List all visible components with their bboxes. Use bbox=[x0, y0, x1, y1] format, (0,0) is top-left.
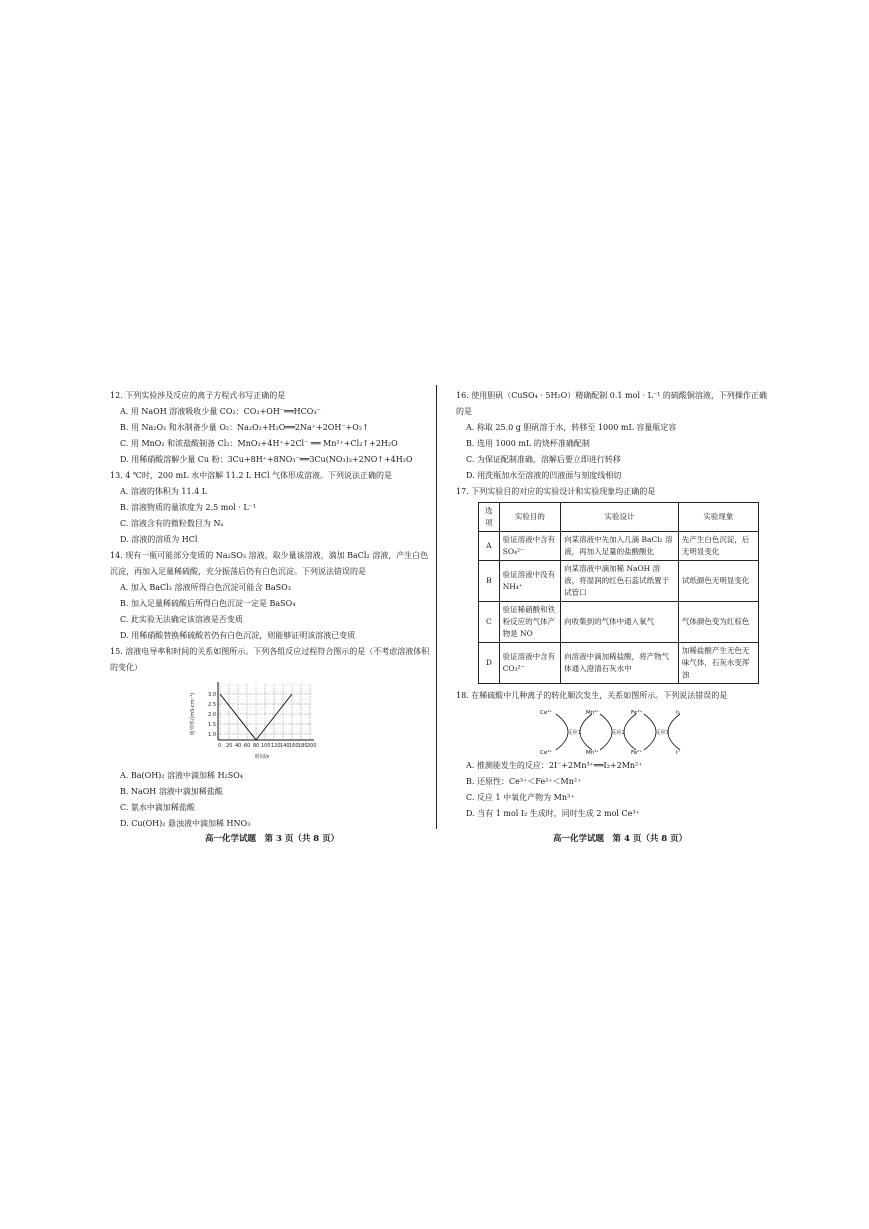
reaction-label: 反应2 bbox=[610, 730, 626, 736]
q13-option-d: D. 溶液的溶质为 HCl bbox=[120, 535, 198, 544]
graph-grid bbox=[218, 684, 312, 740]
table-header: 实验目的 bbox=[499, 503, 560, 532]
graph-xtick: 180 bbox=[298, 743, 308, 749]
ion-label: Mn³⁺ bbox=[586, 750, 600, 756]
q13-option-b: B. 溶液物质的量浓度为 2.5 mol · L⁻¹ bbox=[120, 503, 257, 512]
ion-label: Fe³⁺ bbox=[631, 710, 643, 716]
q16-option-a: A. 称取 25.0 g 胆矾溶于水，转移至 1000 mL 容量瓶定容 bbox=[466, 423, 677, 432]
graph-xtick: 120 bbox=[271, 743, 281, 749]
table-cell: B bbox=[479, 561, 500, 602]
graph-ylabel: 电导率/(mS·cm⁻¹) bbox=[190, 692, 196, 736]
graph-ytick: 1.0 bbox=[208, 732, 216, 738]
q15-option-b: B. NaOH 溶液中滴加稀盐酸 bbox=[120, 787, 223, 796]
q12-option-c: C. 用 MnO₂ 和浓盐酸制备 Cl₂：MnO₂+4H⁺+2Cl⁻ ══ Mn²⁺+Cl₂↑+2H₂O bbox=[120, 439, 398, 448]
graph-xlabel: 时间/s bbox=[254, 754, 270, 760]
graph-xtick: 20 bbox=[226, 743, 233, 749]
table-cell: 验证稀硝酸和铁粉反应的气体产物是 NO bbox=[499, 602, 560, 643]
left-page bbox=[110, 388, 430, 832]
q14-option-d: D. 用稀硝酸替换稀硫酸若仍有白色沉淀，则能够证明该溶液已变质 bbox=[120, 631, 356, 640]
graph-ytick: 2.0 bbox=[208, 712, 216, 718]
q15-option-d: D. Cu(OH)₂ 悬浊液中滴加稀 HNO₃ bbox=[120, 819, 251, 828]
graph-xtick: 60 bbox=[244, 743, 251, 749]
q13-option-a: A. 溶液的体积为 11.4 L bbox=[120, 487, 208, 496]
table-header: 实验设计 bbox=[561, 503, 679, 532]
table-cell: 向收集到的气体中通入氧气 bbox=[561, 602, 679, 643]
q14-option-b: B. 加入足量稀硫酸后所得白色沉淀一定是 BaSO₄ bbox=[120, 599, 296, 608]
table-cell: A bbox=[479, 532, 500, 561]
q13-stem: 13. 4 ℃时，200 mL 水中溶解 11.2 L HCl 气体形成溶液。下列说法正确的是 bbox=[110, 471, 393, 480]
table-header: 选项 bbox=[479, 503, 500, 532]
graph-ytick: 2.5 bbox=[208, 702, 216, 708]
q16-option-c: C. 为保证配制准确，溶解后要立即进行转移 bbox=[466, 455, 621, 464]
reaction-label: 反应1 bbox=[566, 730, 582, 736]
page-footer-right: 高一化学试题 第 4 页（共 8 页） bbox=[553, 834, 688, 844]
page-divider bbox=[436, 385, 437, 829]
q12-stem: 12. 下列实验涉及反应的离子方程式书写正确的是 bbox=[110, 391, 286, 400]
q12-option-b: B. 用 Na₂O₂ 和水制备少量 O₂：Na₂O₂+H₂O══2Na⁺+2OH⁻+O₂↑ bbox=[120, 423, 369, 432]
q16-option-d: D. 用洗瓶加水至溶液的凹液面与刻度线相切 bbox=[466, 471, 622, 480]
table-cell: 加稀盐酸产生无色无味气体，石灰水变浑浊 bbox=[678, 643, 758, 684]
q14-stem: 14. 现有一瓶可能部分变质的 Na₂SO₃ 溶液。取少量该溶液，滴加 BaCl₂ 溶液，产生白色沉淀，再加入足量稀硫酸，充分振荡后仍有白色沉淀。下列说法错误的是 bbox=[110, 551, 429, 576]
graph-ytick: 3.0 bbox=[208, 692, 216, 698]
graph-xtick: 80 bbox=[253, 743, 260, 749]
conductivity-graph bbox=[188, 680, 318, 764]
q15-stem: 15. 溶液电导率和时间的关系如图所示。下列各组反应过程符合图示的是（不考虑溶液体积的变化） bbox=[110, 647, 430, 672]
graph-xtick: 160 bbox=[289, 743, 299, 749]
table-cell: 验证溶液中没有 NH₄⁺ bbox=[499, 561, 560, 602]
ion-label: I⁻ bbox=[676, 750, 681, 756]
table-row bbox=[479, 643, 759, 684]
table-cell: 气体颜色变为红棕色 bbox=[678, 602, 758, 643]
q15-option-c: C. 氨水中滴加稀盐酸 bbox=[120, 803, 195, 812]
q16-stem: 16. 使用胆矾（CuSO₄ · 5H₂O）精确配制 0.1 mol · L⁻¹ 的硫酸铜溶液，下列操作正确的是 bbox=[456, 391, 767, 416]
table-cell: D bbox=[479, 643, 500, 684]
table-row bbox=[479, 561, 759, 602]
table-cell: 向溶液中滴加稀盐酸，将产物气体通入澄清石灰水中 bbox=[561, 643, 679, 684]
page-footer-left: 高一化学试题 第 3 页（共 8 页） bbox=[205, 834, 340, 844]
table-header-row bbox=[479, 503, 759, 532]
right-page bbox=[456, 388, 768, 822]
ion-label: Fe²⁺ bbox=[631, 750, 643, 756]
ion-label: Ce³⁺ bbox=[540, 750, 553, 756]
table-cell: 试纸颜色无明显变化 bbox=[678, 561, 758, 602]
experiment-table bbox=[478, 502, 759, 684]
ion-label: Ce⁴⁺ bbox=[540, 710, 553, 716]
table-cell: C bbox=[479, 602, 500, 643]
q12-option-a: A. 用 NaOH 溶液吸收少量 CO₂：CO₂+OH⁻══HCO₃⁻ bbox=[120, 407, 321, 416]
graph-axes bbox=[218, 682, 314, 740]
q18-option-c: C. 反应 1 中氧化产物为 Mn³⁺ bbox=[466, 793, 575, 802]
graph-xtick: 0 bbox=[218, 743, 222, 749]
q18-option-b: B. 还原性：Ce³⁺＜Fe²⁺＜Mn²⁺ bbox=[466, 777, 582, 786]
q14-option-c: C. 此实验无法确定该溶液是否变质 bbox=[120, 615, 243, 624]
q17-stem: 17. 下列实验目的对应的实验设计和实验现象均正确的是 bbox=[456, 487, 656, 496]
ion-cycle-diagram bbox=[536, 706, 706, 756]
q15-option-a: A. Ba(OH)₂ 溶液中滴加稀 H₂SO₄ bbox=[120, 771, 244, 780]
graph-xtick: 100 bbox=[261, 743, 271, 749]
table-cell: 验证溶液中含有 CO₃²⁻ bbox=[499, 643, 560, 684]
table-header: 实验现象 bbox=[678, 503, 758, 532]
reaction-label: 反应3 bbox=[654, 730, 670, 736]
q18-option-d: D. 当有 1 mol I₂ 生成时，同时生成 2 mol Ce³⁺ bbox=[466, 809, 640, 818]
table-row bbox=[479, 532, 759, 561]
ion-label: Mn²⁺ bbox=[586, 710, 600, 716]
q16-option-b: B. 选用 1000 mL 的烧杯准确配制 bbox=[466, 439, 590, 448]
graph-xtick: 40 bbox=[235, 743, 242, 749]
ion-label: I₂ bbox=[676, 710, 680, 716]
q14-option-a: A. 加入 BaCl₂ 溶液所得白色沉淀可能含 BaSO₃ bbox=[120, 583, 291, 592]
q12-option-d: D. 用稀硝酸溶解少量 Cu 粉：3Cu+8H⁺+8NO₃⁻══3Cu(NO₃)₂+2NO↑+4H₂O bbox=[120, 455, 413, 464]
table-row bbox=[479, 602, 759, 643]
graph-xtick: 140 bbox=[280, 743, 290, 749]
graph-xtick: 200 bbox=[307, 743, 317, 749]
table-cell: 验证溶液中含有 SO₄²⁻ bbox=[499, 532, 560, 561]
q18-stem: 18. 在稀硫酸中几种离子的转化顺次发生，关系如图所示。下列说法错误的是 bbox=[456, 691, 728, 700]
table-cell: 先产生白色沉淀，后无明显变化 bbox=[678, 532, 758, 561]
q13-option-c: C. 溶液含有的微粒数目为 Nₐ bbox=[120, 519, 224, 528]
q18-option-a: A. 推测能发生的反应：2I⁻+2Mn³⁺══I₂+2Mn²⁺ bbox=[466, 761, 643, 770]
table-cell: 向某溶液中先加入几滴 BaCl₂ 溶液，再加入足量的盐酸酸化 bbox=[561, 532, 679, 561]
table-cell: 向某溶液中滴加稀 NaOH 溶液，将湿润的红色石蕊试纸置于试管口 bbox=[561, 561, 679, 602]
graph-ytick: 1.5 bbox=[208, 722, 216, 728]
